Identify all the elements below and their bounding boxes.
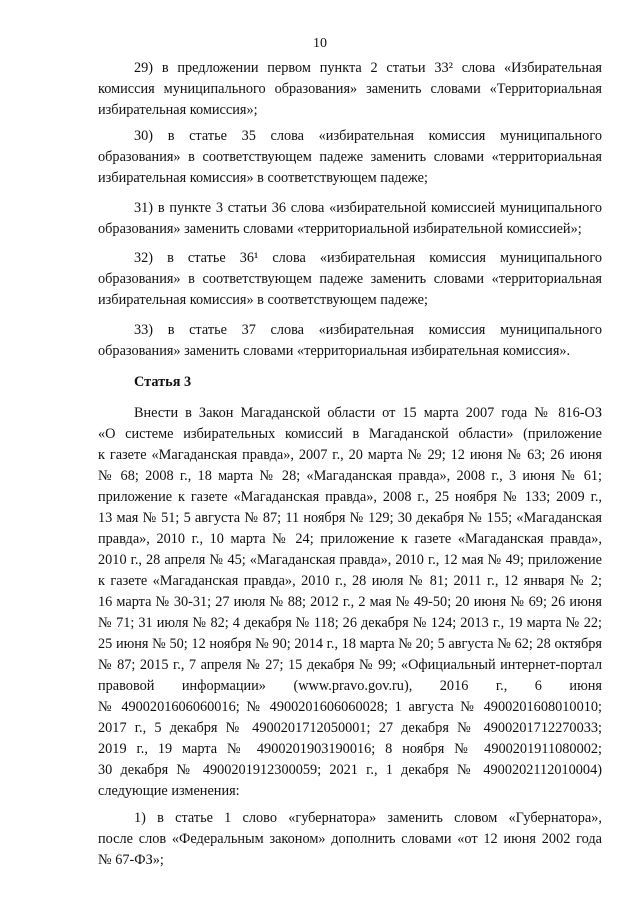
page-number: 10	[313, 36, 327, 51]
amendment-item-33	[98, 320, 602, 362]
text-line: Внести в Закон Магаданской области от 15 марта 2007 года № 816-ОЗ	[134, 405, 602, 421]
text-line: 2010 г., 28 апреля № 45; «Магаданская правда», 2010 г., 12 мая № 49; приложение	[98, 552, 602, 568]
text-line: образования» в соответствующем падеже заменить словами «территориальная	[98, 271, 602, 287]
text-line: к газете «Магаданская правда», 2010 г., 28 июля № 81; 2011 г., 12 января № 2;	[98, 573, 602, 589]
amendment-item-30	[98, 126, 602, 189]
text-line: к газете «Магаданская правда», 2007 г., 20 марта № 29; 12 июня № 63; 26 июня	[98, 447, 602, 463]
text-line: правовой информации» (www.pravo.gov.ru), 2016 г., 6 июня	[98, 678, 602, 694]
change-item-1	[98, 808, 602, 871]
text-line: избирательная комиссия»;	[98, 102, 258, 118]
text-line: № 68; 2008 г., 18 марта № 28; «Магаданская правда», 2008 г., 3 июня № 61;	[98, 468, 602, 484]
text-line: образования» заменить словами «территориальной избирательной комиссией»;	[98, 221, 582, 237]
text-line: избирательная комиссия» в соответствующем падеже;	[98, 170, 428, 186]
text-line: 25 июня № 50; 12 ноября № 90; 2014 г., 18 марта № 20; 5 августа № 62; 28 октября	[98, 636, 602, 652]
text-line: 30 декабря № 4900201912300059; 2021 г., 1 декабря № 4900202112010004)	[98, 762, 602, 778]
text-line: 30) в статье 35 слова «избирательная комиссия муниципального	[134, 128, 602, 144]
amendment-item-31	[98, 198, 602, 240]
text-line: 16 марта № 30-31; 27 июля № 88; 2012 г., 2 мая № 49-50; 20 июня № 69; 26 июня	[98, 594, 602, 610]
text-line: 31) в пункте 3 статьи 36 слова «избирательной комиссией муниципального	[134, 200, 602, 216]
text-line: избирательная комиссия» в соответствующем падеже;	[98, 292, 428, 308]
text-line: № 71; 31 июля № 82; 4 декабря № 118; 26 декабря № 124; 2013 г., 19 марта № 22;	[98, 615, 602, 631]
amendment-item-29	[98, 58, 602, 121]
text-line: образования» в соответствующем падеже заменить словами «территориальная	[98, 149, 602, 165]
article-heading: Статья 3	[134, 374, 192, 390]
text-line: образования» заменить словами «территориальная избирательная комиссия».	[98, 343, 571, 359]
text-line: № 4900201606060016; № 4900201606060028; 1 августа № 4900201608010010;	[98, 699, 602, 715]
amendment-item-32	[98, 248, 602, 311]
text-line: следующие изменения:	[98, 783, 240, 799]
text-line: № 87; 2015 г., 7 апреля № 27; 15 декабря № 99; «Официальный интернет-портал	[98, 657, 602, 673]
text-line: 1) в статье 1 слово «губернатора» заменить словом «Губернатора»,	[134, 810, 602, 826]
text-line: правда», 2010 г., 10 марта № 24; приложение к газете «Магаданская правда»,	[98, 531, 602, 547]
text-line: после слов «Федеральным законом» дополнить словами «от 12 июня 2002 года	[98, 831, 602, 847]
text-line: 2017 г., 5 декабря № 4900201712050001; 27 декабря № 4900201712270033;	[98, 720, 602, 736]
text-line: № 67-ФЗ»;	[98, 852, 164, 868]
text-line: 2019 г., 19 марта № 4900201903190016; 8 ноября № 4900201911080002;	[98, 741, 602, 757]
text-line: 13 мая № 51; 5 августа № 87; 11 ноября № 129; 30 декабря № 155; «Магаданская	[98, 510, 602, 526]
text-line: 29) в предложении первом пункта 2 статьи 33² слова «Избирательная	[134, 60, 602, 76]
text-line: 33) в статье 37 слова «избирательная комиссия муниципального	[134, 322, 602, 338]
text-line: комиссия муниципального образования» заменить словами «Территориальная	[98, 81, 602, 97]
text-line: «О системе избирательных комиссий в Магаданской области» (приложение	[98, 426, 602, 442]
article-body	[98, 403, 602, 802]
text-line: приложение к газете «Магаданская правда», 2008 г., 25 ноября № 133; 2009 г.,	[98, 489, 602, 505]
text-line: 32) в статье 36¹ слова «избирательная комиссия муниципального	[134, 250, 602, 266]
